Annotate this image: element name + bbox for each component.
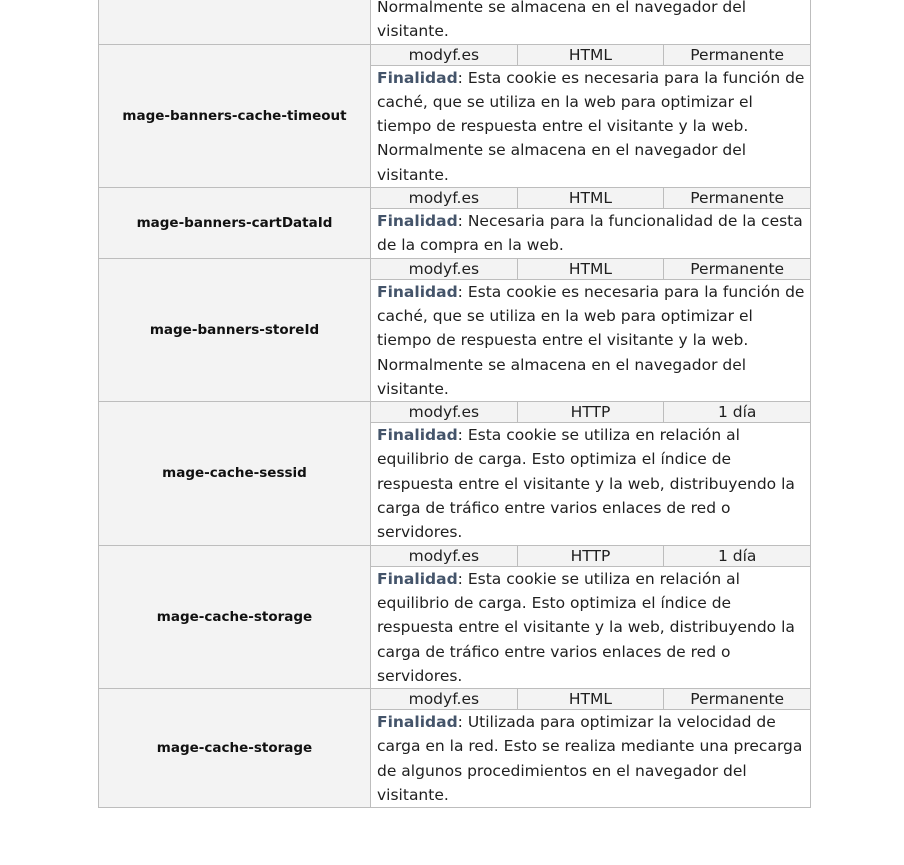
cookie-description-label: Finalidad <box>377 569 458 588</box>
cookie-description-label: Finalidad <box>377 282 458 301</box>
cookie-description <box>371 209 811 259</box>
cookie-name: mage-banners-cache-timeout <box>99 44 371 187</box>
cookie-duration: Permanente <box>664 258 811 279</box>
cookie-name: mage-cache-storage <box>99 545 371 688</box>
cookie-type: HTTP <box>517 545 664 566</box>
table-row <box>99 545 811 566</box>
cookie-name: mage-banners-cartDataId <box>99 188 371 259</box>
cookie-domain: modyf.es <box>371 689 518 710</box>
cookie-description-text: : Utilizada para optimizar la velocidad de carga en la red. Esto se realiza mediante una precarga de algunos procedimientos en el navegador del visitante. <box>377 713 803 805</box>
cookie-description <box>371 279 811 401</box>
cookie-description-label: Finalidad <box>377 713 458 732</box>
cookie-description-text: : Esta cookie es necesaria para la función de caché, que se utiliza en la web para optimizar el tiempo de respuesta entre el visitante y la web. Normalmente se almacena en el navegador del visitante. <box>377 68 805 184</box>
cookie-duration: Permanente <box>664 689 811 710</box>
table-row <box>99 188 811 209</box>
cookie-description <box>371 566 811 688</box>
cookie-description-label: Finalidad <box>377 68 458 87</box>
cookie-name: mage-banners-storeId <box>99 258 371 401</box>
cookie-name: mage-cache-storage <box>99 689 371 808</box>
cookie-domain: modyf.es <box>371 545 518 566</box>
cookie-description-text: : Esta cookie se utiliza en relación al equilibrio de carga. Esto optimiza el índice de respuesta entre el visitante y la web, distribuyendo la carga de tráfico entre varios enlaces de red o servidores. <box>377 569 795 685</box>
cookie-duration: Permanente <box>664 44 811 65</box>
cookie-domain: modyf.es <box>371 258 518 279</box>
table-row <box>99 258 811 279</box>
cookie-table <box>98 0 811 808</box>
cookie-description-label: Finalidad <box>377 212 458 231</box>
cookie-description <box>371 0 811 44</box>
cookie-domain: modyf.es <box>371 188 518 209</box>
cookie-duration: Permanente <box>664 188 811 209</box>
cookie-type: HTML <box>517 258 664 279</box>
cookie-description <box>371 710 811 808</box>
cookie-description-text: : Esta cookie se utiliza en relación al equilibrio de carga. Esto optimiza el índice de respuesta entre el visitante y la web, distribuyendo la carga de tráfico entre varios enlaces de red o servidores. <box>377 426 795 542</box>
cookie-domain: modyf.es <box>371 402 518 423</box>
cookie-description-text: Normalmente se almacena en el navegador del visitante. <box>377 0 747 41</box>
cookie-name <box>99 0 371 44</box>
table-row <box>99 44 811 65</box>
table-row <box>99 402 811 423</box>
cookie-type: HTML <box>517 689 664 710</box>
cookie-duration: 1 día <box>664 402 811 423</box>
cookie-description-text: : Esta cookie es necesaria para la función de caché, que se utiliza en la web para optimizar el tiempo de respuesta entre el visitante y la web. Normalmente se almacena en el navegador del visitante. <box>377 282 805 398</box>
cookie-description <box>371 65 811 187</box>
cookie-description-text: : Necesaria para la funcionalidad de la cesta de la compra en la web. <box>377 212 803 255</box>
cookie-duration: 1 día <box>664 545 811 566</box>
cookie-description-label: Finalidad <box>377 426 458 445</box>
cookie-type: HTML <box>517 188 664 209</box>
table-row <box>99 689 811 710</box>
cookie-description <box>371 423 811 545</box>
cookie-domain: modyf.es <box>371 44 518 65</box>
cookie-name: mage-cache-sessid <box>99 402 371 545</box>
cookie-type: HTML <box>517 44 664 65</box>
table-row <box>99 0 811 44</box>
cookie-type: HTTP <box>517 402 664 423</box>
